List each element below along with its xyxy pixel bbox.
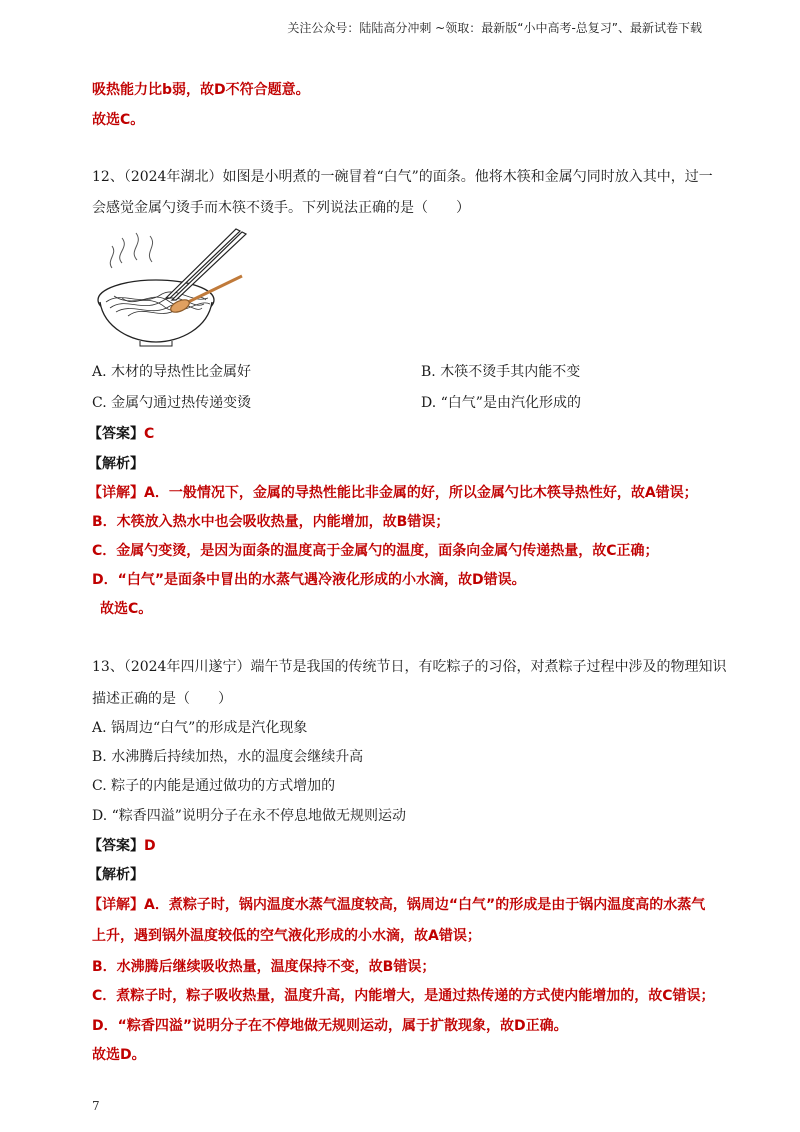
q13-detail-a: 【详解】A．煮粽子时，锅内温度水蒸气温度较高，锅周边“白气”的形成是由于锅内温度高的水蒸气 bbox=[88, 897, 706, 913]
q12-option-a: A. 木材的导热性比金属好 bbox=[92, 364, 252, 380]
q12-stem-line1: 12、（2024年湖北）如图是小明煮的一碗冒着“白气”的面条。他将木筷和金属勺同时放入其中，过一 bbox=[92, 169, 713, 185]
q13-choice: 故选D。 bbox=[92, 1047, 146, 1063]
prev-explanation-line: 吸热能力比b弱，故D不符合题意。 bbox=[92, 82, 310, 98]
q13-analysis-label: 【解析】 bbox=[88, 867, 144, 883]
q13-option-b: B. 水沸腾后持续加热，水的温度会继续升高 bbox=[92, 749, 364, 765]
answer-label: 【答案】 bbox=[88, 838, 144, 854]
answer-label: 【答案】 bbox=[88, 426, 144, 442]
q12-answer bbox=[88, 423, 154, 443]
q12-detail-c: C．金属勺变烫，是因为面条的温度高于金属勺的温度，面条向金属勺传递热量，故C正确； bbox=[92, 543, 659, 559]
q12-analysis-label: 【解析】 bbox=[88, 456, 144, 472]
q13-option-d: D. “粽香四溢”说明分子在永不停息地做无规则运动 bbox=[92, 808, 406, 824]
q13-option-c: C. 粽子的内能是通过做功的方式增加的 bbox=[92, 778, 336, 794]
q13-answer bbox=[88, 835, 156, 855]
q12-detail-a: 【详解】A．一般情况下，金属的导热性能比非金属的好，所以金属勺比木筷导热性好，故A错误； bbox=[88, 485, 698, 501]
q13-detail-d: D．“粽香四溢”说明分子在不停地做无规则运动，属于扩散现象，故D正确。 bbox=[92, 1018, 568, 1034]
q13-stem-line1: 13、（2024年四川遂宁）端午节是我国的传统节日，有吃粽子的习俗，对煮粽子过程中涉及的物理知识 bbox=[92, 659, 727, 675]
page-number: 7 bbox=[92, 1099, 100, 1113]
q12-choice: 故选C。 bbox=[100, 601, 153, 617]
noodle-bowl-illustration bbox=[92, 228, 252, 348]
prev-choice: 故选C。 bbox=[92, 112, 145, 128]
q13-option-a: A. 锅周边“白气”的形成是汽化现象 bbox=[92, 720, 308, 736]
q12-detail-b: B．木筷放入热水中也会吸收热量，内能增加，故B错误； bbox=[92, 514, 450, 530]
page-header: 关注公众号：陆陆高分冲刺 ~领取：最新版“小中高考-总复习”、最新试卷下载 bbox=[287, 21, 702, 35]
q12-option-d: D. “白气”是由汽化形成的 bbox=[421, 395, 581, 411]
q13-detail-a-cont: 上升，遇到锅外温度较低的空气液化形成的小水滴，故A错误； bbox=[92, 928, 481, 944]
q12-option-b: B. 木筷不烫手其内能不变 bbox=[421, 364, 581, 380]
q12-option-c: C. 金属勺通过热传递变烫 bbox=[92, 395, 252, 411]
answer-value: D bbox=[144, 838, 156, 854]
q12-stem-line2: 会感觉金属勺烫手而木筷不烫手。下列说法正确的是（ ） bbox=[92, 200, 470, 216]
q12-detail-d: D．“白气”是面条中冒出的水蒸气遇冷液化形成的小水滴，故D错误。 bbox=[92, 572, 526, 588]
detail-label: 【详解】 bbox=[88, 485, 144, 501]
q13-detail-c: C．煮粽子时，粽子吸收热量，温度升高，内能增大，是通过热传递的方式使内能增加的，故C错误； bbox=[92, 988, 715, 1004]
q13-stem-line2: 描述正确的是（ ） bbox=[92, 691, 232, 707]
answer-value: C bbox=[144, 426, 155, 442]
q13-detail-b: B．水沸腾后继续吸收热量，温度保持不变，故B错误； bbox=[92, 959, 436, 975]
detail-label: 【详解】 bbox=[88, 897, 144, 913]
